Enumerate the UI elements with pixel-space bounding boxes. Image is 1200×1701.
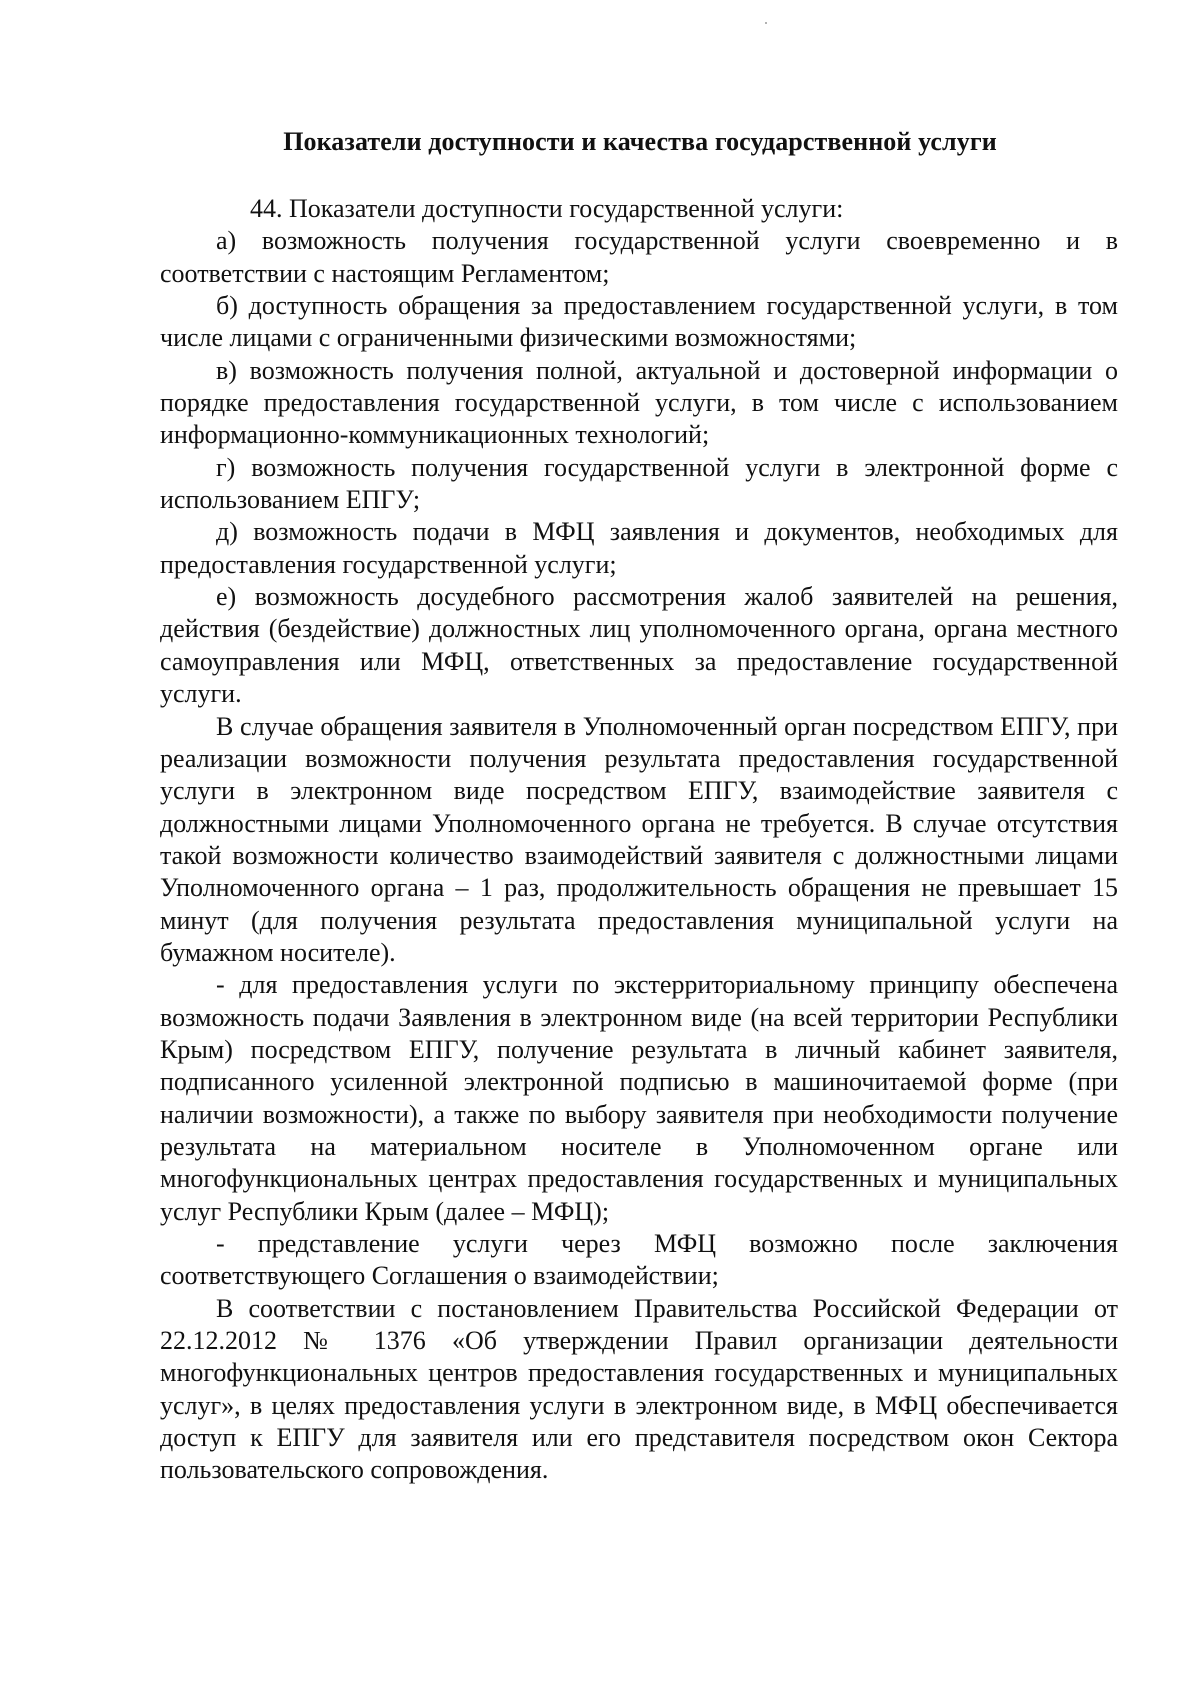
document-body — [160, 193, 1118, 1487]
paragraph-item-e: е) возможность досудебного рассмотрения жалоб заявителей на решения, действия (бездействие) должностных лиц уполномоченного органа, органа местного самоуправления или МФЦ, ответственных за предоставление государственной услуги. — [160, 582, 1118, 709]
paragraph-epgu-interaction: В случае обращения заявителя в Уполномоченный орган посредством ЕПГУ, при реализации возможности получения результата предоставления государственной услуги в электронном виде посредством ЕПГУ, взаимодействие заявителя с должностными лицами Уполномоченного органа не требуется. В случае отсутствия такой возможности количество взаимодействий заявителя с должностными лицами Уполномоченного органа – 1 раз, продолжительность обращения не превышает 15 минут (для получения результата предоставления муниципальной услуги на бумажном носителе). — [160, 711, 1118, 967]
paragraph-mfc-agreement: - представление услуги через МФЦ возможно после заключения соответствующего Соглашения о взаимодействии; — [160, 1229, 1118, 1291]
paragraph-item-b: б) доступность обращения за предоставлением государственной услуги, в том числе лицами с ограниченными физическими возможностями; — [160, 291, 1118, 353]
paragraph-government-decree: В соответствии с постановлением Правительства Российской Федерации от 22.12.2012 № 1376 «Об утверждении Правил организации деятельности многофункциональных центров предоставления государственных и муниципальных услуг», в целях предоставления услуги в электронном виде, в МФЦ обеспечивается доступ к ЕПГУ для заявителя или его представителя посредством окон Сектора пользовательского сопровождения. — [160, 1293, 1118, 1485]
paragraph-extraterritorial: - для предоставления услуги по экстерриториальному принципу обеспечена возможность подачи Заявления в электронном виде (на всей территории Республики Крым) посредством ЕПГУ, получение результата в личный кабинет заявителя, подписанного усиленной электронной подписью в машиночитаемой форме (при наличии возможности), а также по выбору заявителя при необходимости получение результата на материальном носителе в Уполномоченном органе или многофункциональных центрах предоставления государственных и муниципальных услуг Республики Крым (далее – МФЦ); — [160, 970, 1118, 1226]
paragraph-item-d: д) возможность подачи в МФЦ заявления и документов, необходимых для предоставления государственной услуги; — [160, 517, 1118, 579]
section-title: Показатели доступности и качества государственной услуги — [283, 127, 997, 156]
paragraph-item-v: в) возможность получения полной, актуальной и достоверной информации о порядке предоставления государственной услуги, в том числе с использованием информационно-коммуникационных технологий; — [160, 355, 1118, 450]
paragraph-item-g: г) возможность получения государственной услуги в электронной форме с использованием ЕПГУ; — [160, 452, 1118, 515]
paragraph-item-a: а) возможность получения государственной услуги своевременно и в соответствии с настоящим Регламентом; — [160, 226, 1118, 288]
paragraph-44-heading: 44. Показатели доступности государственной услуги: — [250, 194, 844, 223]
scan-speck — [765, 22, 767, 24]
